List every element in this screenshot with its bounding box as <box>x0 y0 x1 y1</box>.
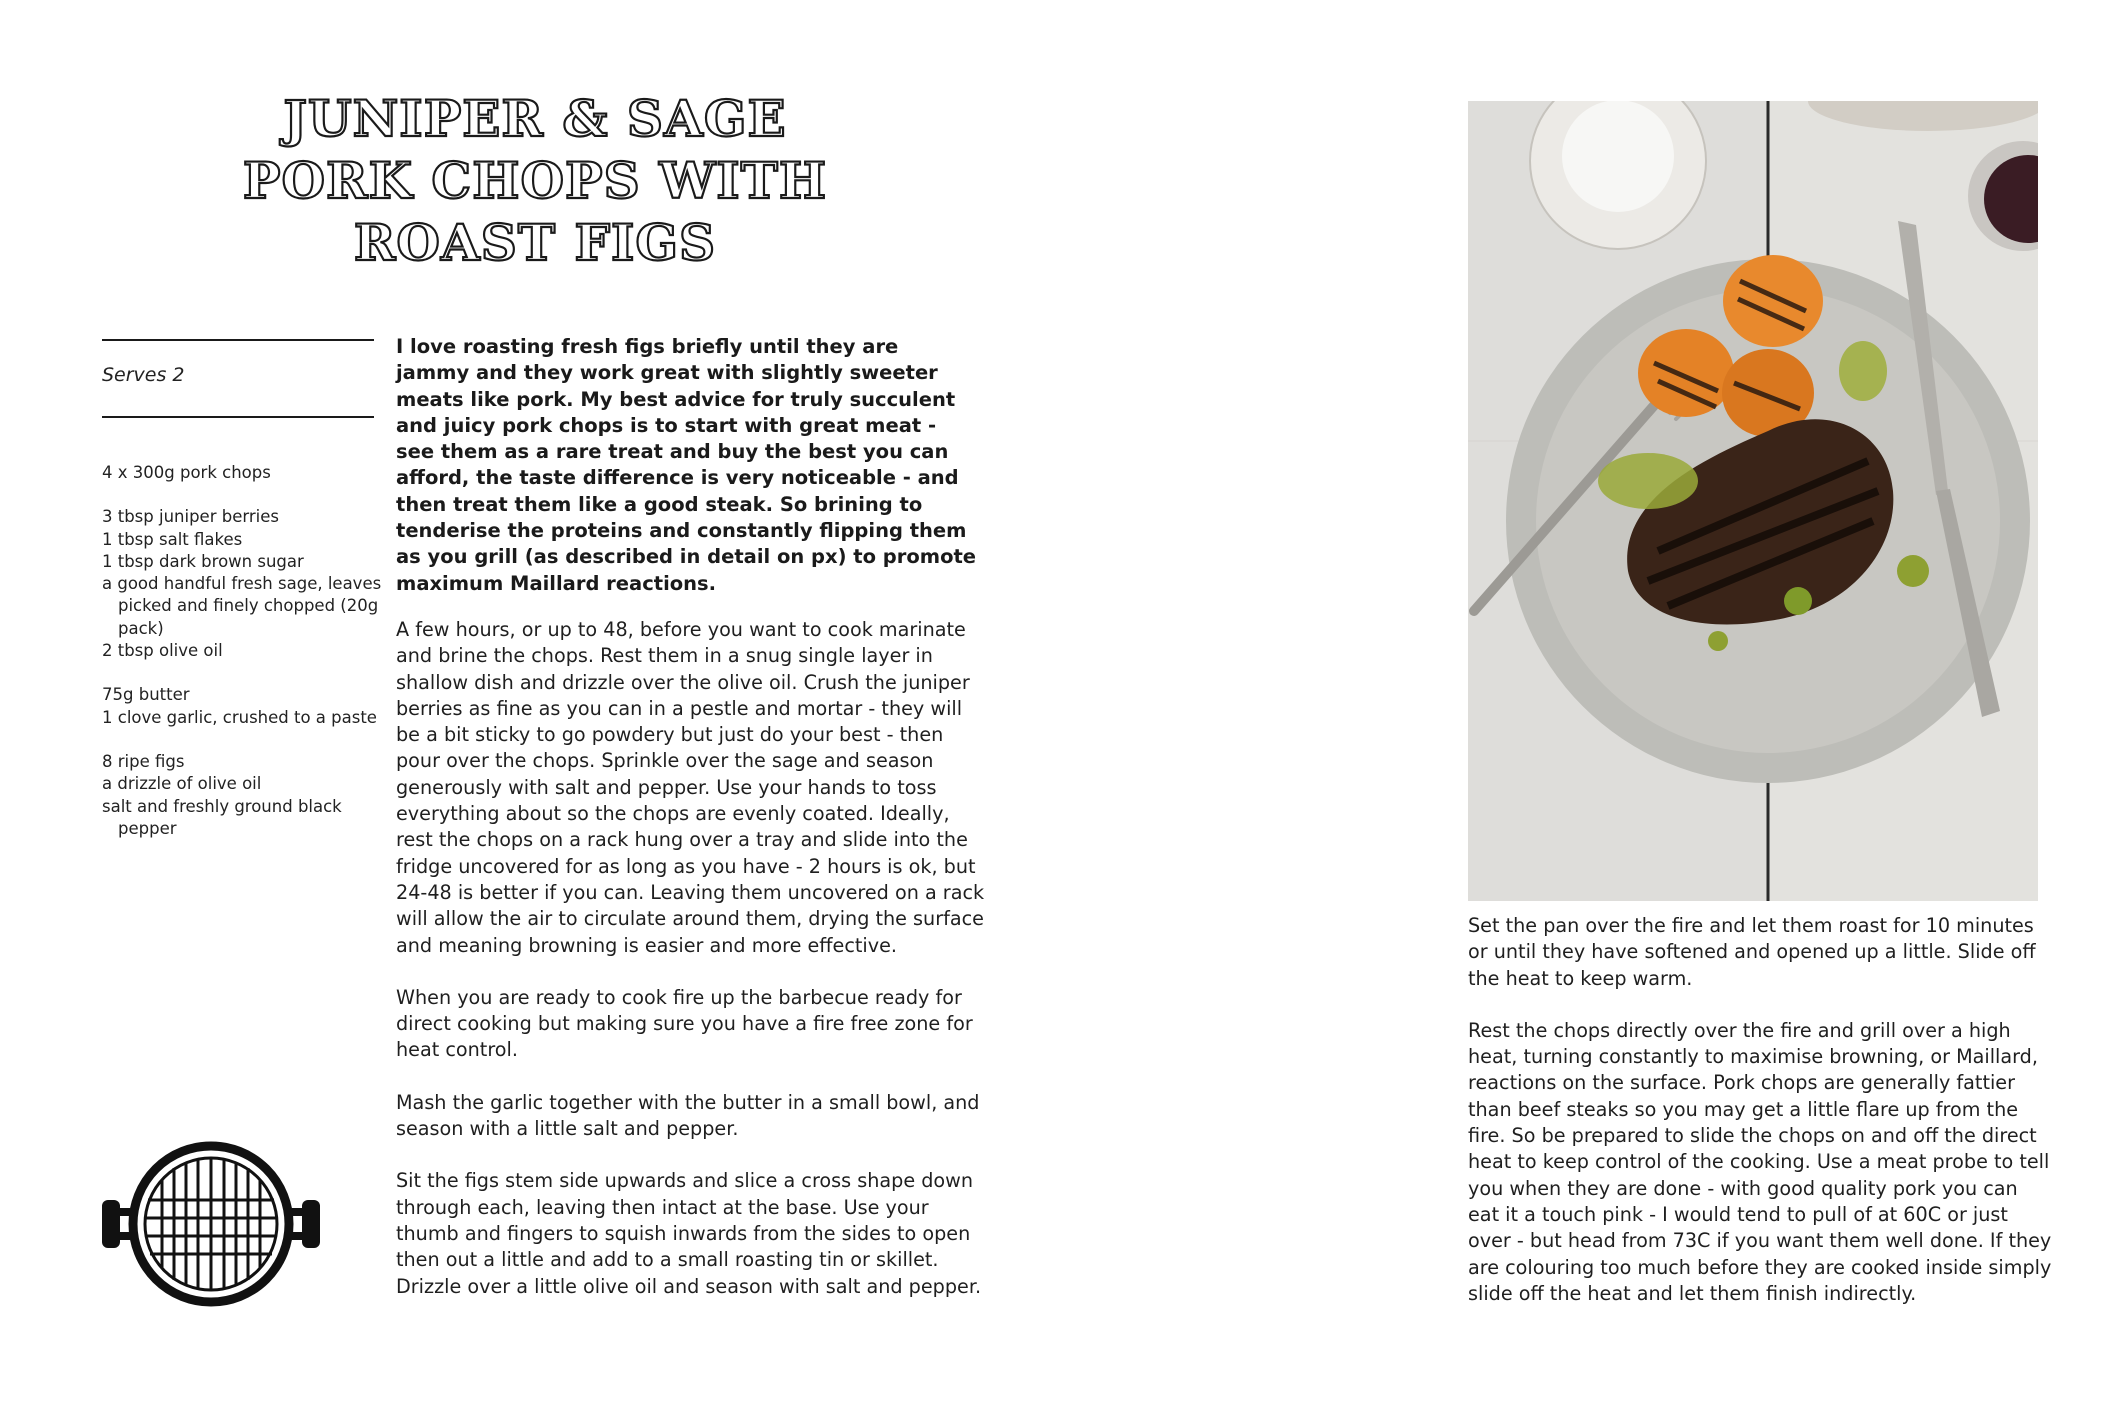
recipe-title-line-2: PORK CHOPS WITH <box>242 151 828 210</box>
ingredient-item: 3 tbsp juniper berries <box>102 507 279 527</box>
ingredient-item: 75g butter <box>102 685 190 705</box>
ingredient-group-chops <box>102 462 382 484</box>
ingredient-group-marinade <box>102 506 382 662</box>
serves-top-divider <box>102 339 374 341</box>
method-paragraph: A few hours, or up to 48, before you want to cook marinate and brine the chops. Rest them in a snug single layer in shallow dish and drizzle over the olive oil. Crush the juniper berries as fine as you can in a pestle and mortar - they will be a bit sticky to go powdery but just do your best - then pour over the chops. Sprinkle over the sage and season generously with salt and pepper. Use your hands to toss everything about so the chops are evenly coated. Ideally, rest the chops on a rack hung over a tray and slide into the fridge uncovered for as long as you have - 2 hours is ok, but 24-48 is better if you can. Leaving them uncovered on a rack will allow the air to circulate around them, drying the surface and meaning browning is easier and more effective. <box>396 618 985 957</box>
ingredient-item: 2 tbsp olive oil <box>102 641 223 661</box>
serves-label: Serves 2 <box>102 364 185 386</box>
recipe-intro: I love roasting fresh figs briefly until they are jammy and they work great with slightly sweeter meats like pork. My best advice for truly succulent and juicy pork chops is to start with great meat - see them as a rare treat and buy the best you can afford, the taste difference is very noticeable - and then treat them like a good steak. So brining to tenderise the proteins and constantly flipping them as you grill (as described in detail on px) to promote maximum Maillard reactions. <box>396 335 977 595</box>
ingredient-item: 8 ripe figs <box>102 751 185 771</box>
recipe-title-line-3: ROAST FIGS <box>353 213 717 272</box>
ingredient-item: a good handful fresh sage, leaves picked and finely chopped (20g pack) <box>102 574 382 638</box>
method-paragraph: Rest the chops directly over the fire and grill over a high heat, turning constantly to maximise browning, or Maillard, reactions on the surface. Pork chops are generally fattier than beef steaks so you may get a little flare up from the fire. So be prepared to slide the chops on and off the direct heat to keep control of the cooking. Use a meat probe to tell you when they are done - with good quality pork you can eat it a touch pink - I would tend to pull of at 60C or just over - but head from 73C if you want them well done. If they are colouring too much before they are cooked inside simply slide off the heat and let them finish indirectly. <box>1468 1018 2052 1305</box>
method-column-left <box>396 617 988 1326</box>
recipe-title <box>200 88 870 274</box>
ingredient-group-figs <box>102 751 382 840</box>
recipe-title-line-1: JUNIPER & SAGE <box>283 89 787 148</box>
method-paragraph: Mash the garlic together with the butter in a small bowl, and season with a little salt and pepper. <box>396 1090 980 1141</box>
pork-chops-photo <box>1468 101 2038 901</box>
ingredient-item: 4 x 300g pork chops <box>102 463 271 482</box>
right-page <box>1060 0 2120 1406</box>
serves-bottom-divider <box>102 416 374 418</box>
ingredient-item: a drizzle of olive oil <box>102 774 262 794</box>
ingredient-item: 1 clove garlic, crushed to a paste <box>102 707 377 727</box>
method-column-right <box>1468 913 2052 1333</box>
ingredient-group-butter <box>102 684 382 729</box>
method-paragraph: When you are ready to cook fire up the barbecue ready for direct cooking but making sure you have a fire free zone for heat control. <box>396 985 973 1062</box>
ingredient-item: 1 tbsp dark brown sugar <box>102 551 304 571</box>
method-paragraph: Sit the figs stem side upwards and slice a cross shape down through each, leaving then intact at the base. Use your thumb and fingers to squish inwards from the sides to open then out a little and add to a small roasting tin or skillet. Drizzle over a little olive oil and season with salt and pepper. <box>396 1169 982 1298</box>
method-paragraph: Set the pan over the fire and let them roast for 10 minutes or until they have softened and opened up a little. Slide off the heat to keep warm. <box>1468 914 2036 990</box>
ingredient-item: salt and freshly ground black pepper <box>102 796 342 838</box>
ingredient-item: 1 tbsp salt flakes <box>102 529 243 549</box>
ingredients-list <box>102 462 382 862</box>
barbecue-grill-icon <box>100 1138 322 1310</box>
